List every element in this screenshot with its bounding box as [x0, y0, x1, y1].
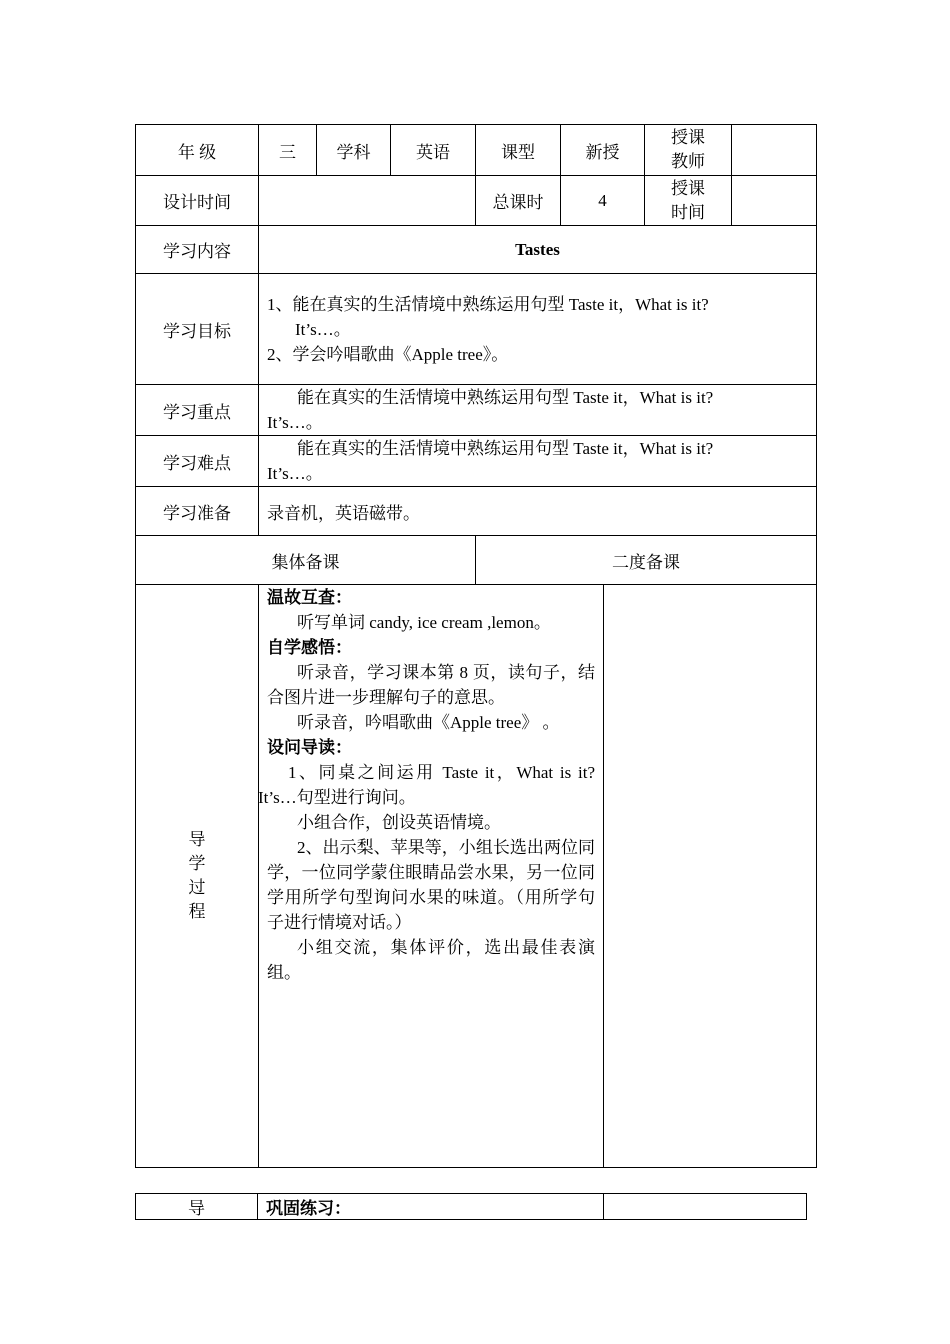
next-process-label: 导	[136, 1194, 258, 1220]
grade-value: 三	[259, 125, 317, 176]
difficulties-label: 学习难点	[136, 436, 259, 487]
lesson-time-label-line2: 时间	[671, 202, 705, 222]
collective-header: 集体备课	[136, 536, 476, 585]
self-study-title: 自学感悟：	[267, 638, 352, 657]
design-time-label: 设计时间	[136, 176, 259, 226]
lesson-plan-table	[135, 124, 817, 585]
next-page-table	[135, 1193, 807, 1220]
guided-reading-text-3: 2、出示梨、苹果等，小组长选出两位同学，一位同学蒙住眼睛品尝水果，另一位同学用所学句型询问水果的味道。（用所学句子进行情境对话。）	[267, 838, 595, 932]
subject-label: 学科	[317, 125, 391, 176]
guided-reading-text-2: 小组合作，创设英语情境。	[297, 813, 501, 832]
practice-title: 巩固练习：	[258, 1194, 604, 1220]
key-points-line2: It’s…。	[267, 413, 323, 432]
key-points-line1: 能在真实的生活情境中熟练运用句型 Taste it，What is it?	[297, 388, 714, 407]
objective-1: 1、能在真实的生活情境中熟练运用句型 Taste it，What is it?	[267, 294, 709, 314]
content-title: Tastes	[259, 226, 817, 274]
difficulties-line1: 能在真实的生活情境中熟练运用句型 Taste it，What is it?	[297, 439, 714, 458]
preparation-label: 学习准备	[136, 487, 259, 536]
content-label: 学习内容	[136, 226, 259, 274]
process-label	[136, 585, 259, 1168]
objective-2: 2、学会吟唱歌曲《Apple tree》。	[267, 344, 509, 364]
self-study-text-1: 听录音，学习课本第 8 页，读句子，结合图片进一步理解句子的意思。	[267, 663, 595, 707]
second-prep-notes	[604, 585, 817, 1168]
objectives-cell	[259, 274, 817, 385]
second-prep-header: 二度备课	[476, 536, 817, 585]
teacher-label	[645, 125, 732, 176]
subject-value: 英语	[391, 125, 476, 176]
objectives-label: 学习目标	[136, 274, 259, 385]
difficulties-cell	[259, 436, 817, 487]
objective-1-cont: It’s…。	[295, 319, 351, 339]
process-label-char-3: 过	[188, 878, 206, 897]
lesson-type-value: 新授	[561, 125, 645, 176]
teacher-label-line1: 授课	[671, 128, 705, 147]
grade-label: 年 级	[136, 125, 259, 176]
teacher-value	[732, 125, 817, 176]
next-second-prep	[604, 1194, 807, 1220]
preparation-value: 录音机，英语磁带。	[259, 487, 817, 536]
lesson-time-label	[645, 176, 732, 226]
process-table	[135, 584, 817, 1168]
process-content	[259, 585, 604, 1168]
review-title: 温故互查：	[267, 588, 352, 607]
guided-reading-text-4: 小组交流，集体评价，选出最佳表演组。	[267, 938, 595, 982]
key-points-label: 学习重点	[136, 385, 259, 436]
process-label-char-2: 学	[188, 854, 206, 873]
lesson-time-label-line1: 授课	[671, 178, 705, 198]
total-hours-value: 4	[561, 176, 645, 226]
self-study-text-2: 听录音，吟唱歌曲《Apple tree》 。	[297, 713, 560, 732]
design-time-value	[259, 176, 476, 226]
teacher-label-line2: 教师	[671, 152, 705, 171]
lesson-type-label: 课型	[476, 125, 561, 176]
process-label-char-4: 程	[188, 902, 206, 921]
difficulties-line2: It’s…。	[267, 464, 323, 483]
guided-reading-title: 设问导读：	[267, 738, 352, 757]
key-points-cell	[259, 385, 817, 436]
review-text: 听写单词 candy, ice cream ,lemon。	[297, 613, 551, 632]
total-hours-label: 总课时	[476, 176, 561, 226]
lesson-time-value	[732, 176, 817, 226]
process-label-char-1: 导	[188, 830, 206, 849]
guided-reading-text-1: 1、同桌之间运用 Taste it，What is it?It’s…句型进行询问。	[258, 763, 595, 807]
